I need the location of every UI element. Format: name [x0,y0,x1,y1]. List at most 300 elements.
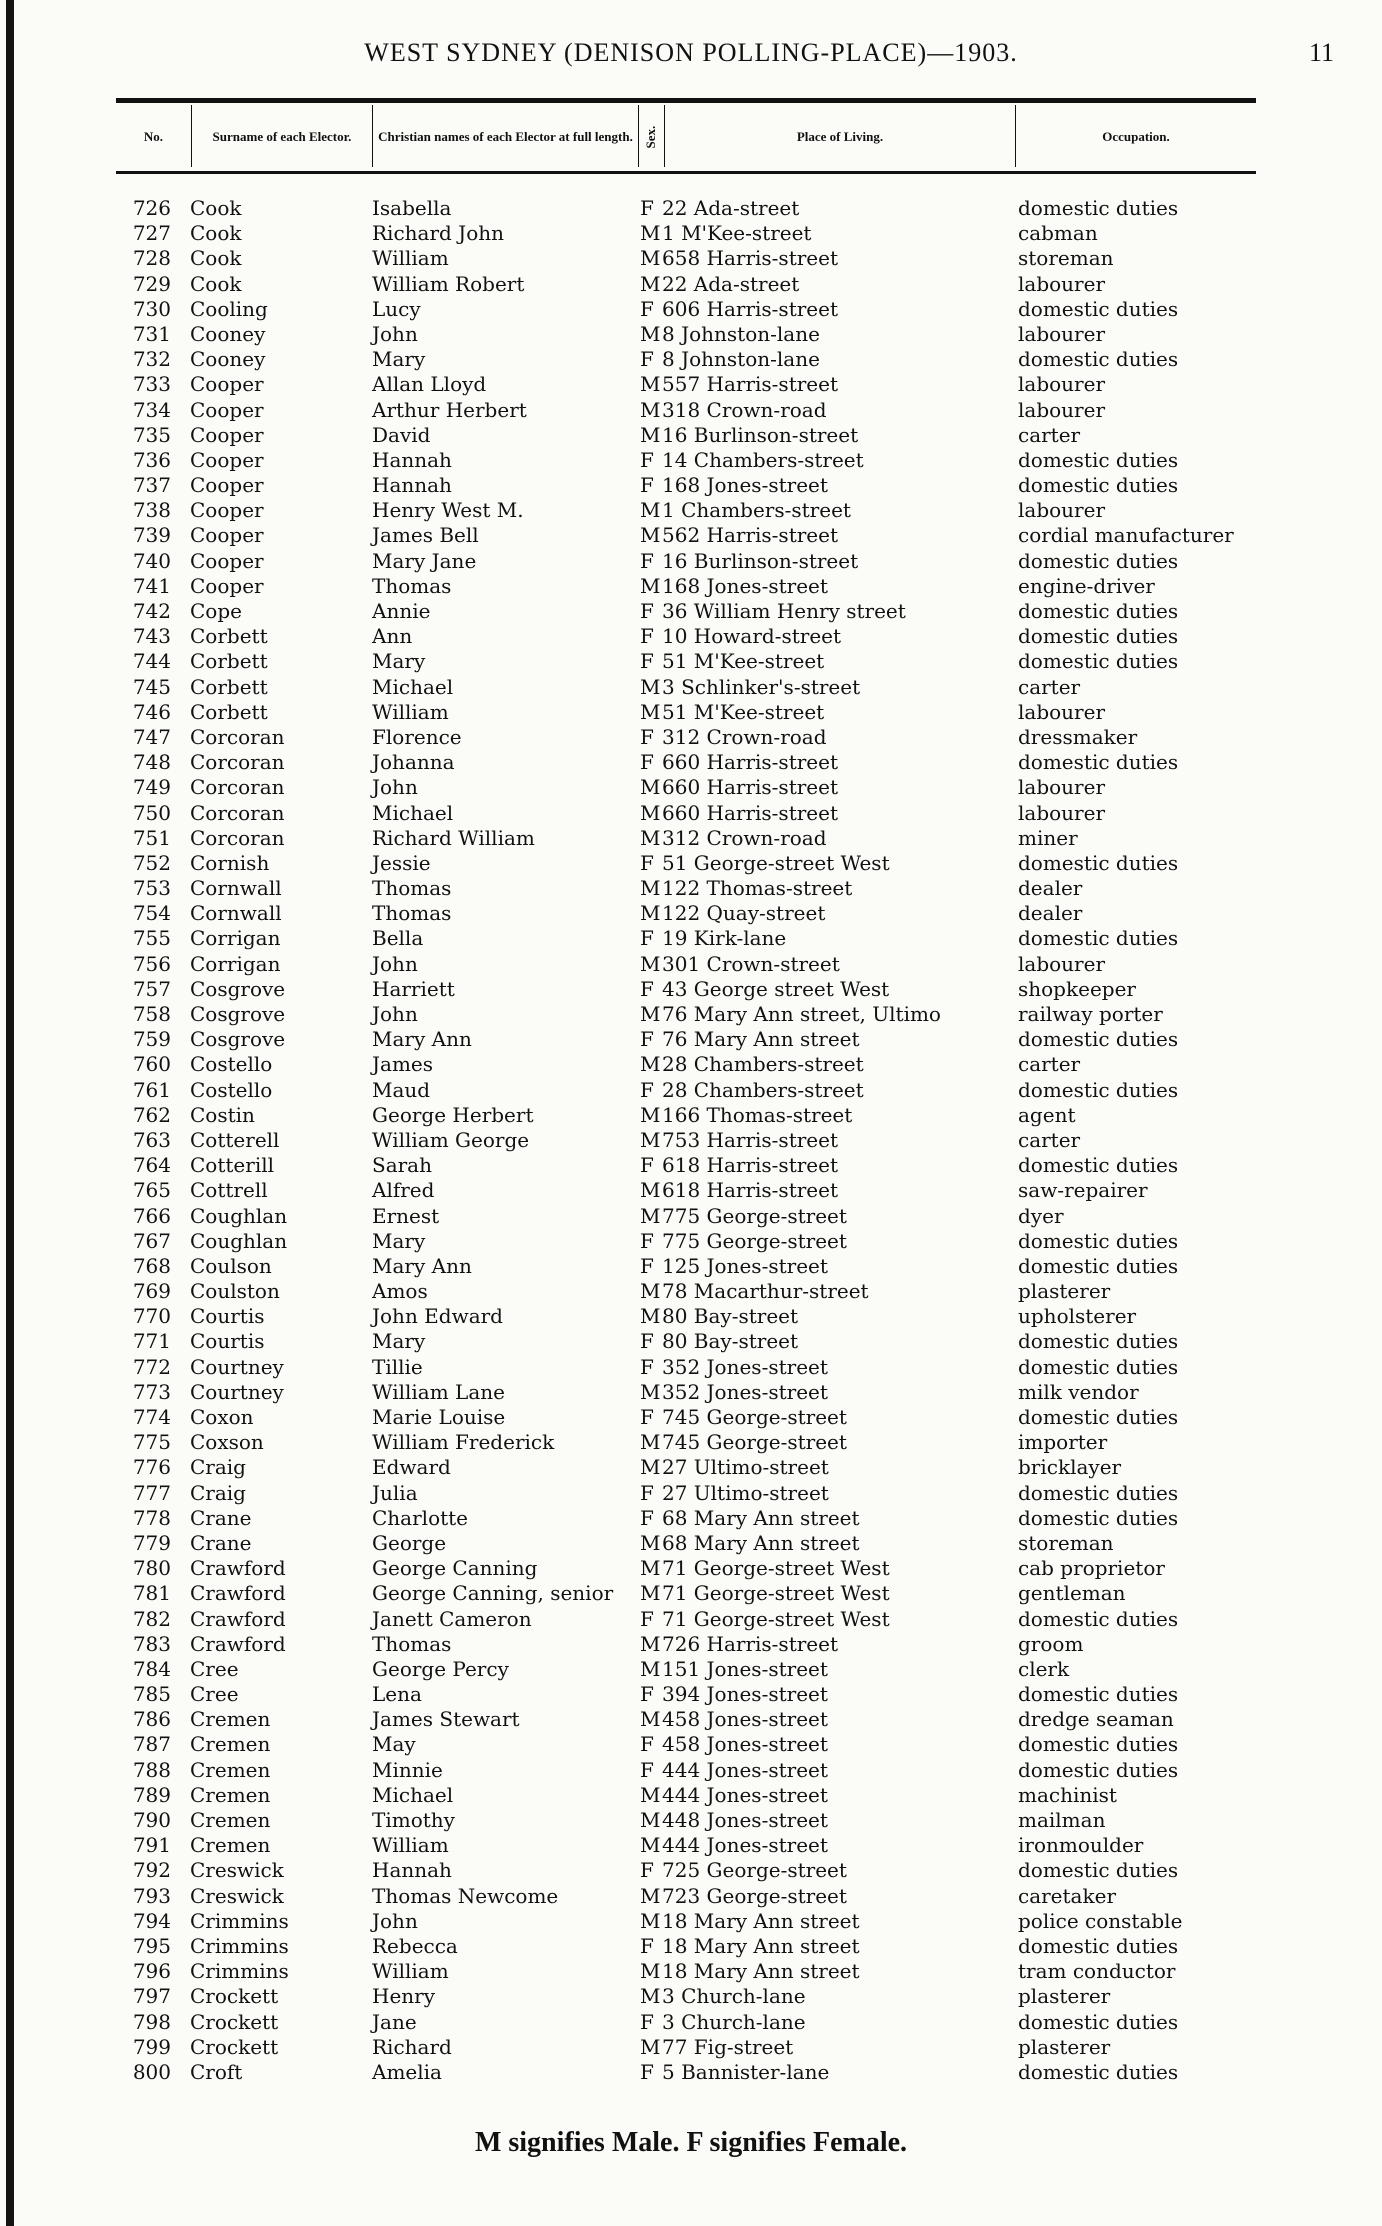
elector-place-of-living: 122 Quay-street [662,901,826,926]
elector-place-of-living: 168 Jones-street [662,573,828,598]
elector-place-of-living: 22 Ada-street [662,196,800,220]
elector-sex: F [640,1933,654,1958]
elector-number: 770 [132,1304,171,1329]
elector-number: 728 [132,246,171,271]
elector-place-of-living: 28 Chambers-street [662,1052,864,1077]
elector-sex: F [640,2059,654,2084]
elector-christian-names: John [372,1908,418,1933]
table-row [0,1732,1382,1757]
elector-place-of-living: 10 Howard-street [662,624,842,649]
elector-christian-names: Tillie [372,1354,423,1379]
elector-place-of-living: 312 Crown-road [662,825,827,850]
elector-occupation: labourer [1018,271,1106,296]
elector-place-of-living: 80 Bay-street [662,1329,799,1354]
elector-number: 741 [132,573,171,598]
elector-christian-names: Henry West M. [372,498,524,523]
elector-christian-names: John [372,321,418,346]
table-row [0,1531,1382,1556]
elector-occupation: machinist [1018,1782,1117,1807]
elector-surname: Crimmins [190,1933,289,1958]
elector-number: 798 [132,2009,171,2034]
elector-occupation: labourer [1018,372,1106,397]
table-row [0,221,1382,246]
col-header-sex-label: Sex. [643,125,659,149]
table-row [0,549,1382,574]
elector-sex: M [640,1279,661,1304]
elector-surname: Crawford [190,1581,286,1606]
elector-number: 747 [132,724,171,749]
elector-sex: M [640,498,661,523]
elector-sex: F [640,624,654,649]
elector-christian-names: Ernest [372,1203,440,1228]
elector-sex: F [640,473,654,498]
elector-occupation: gentleman [1018,1581,1126,1606]
table-row [0,1027,1382,1052]
elector-sex: M [640,1959,661,1984]
table-row [0,1002,1382,1027]
table-row [0,1481,1382,1506]
elector-sex: F [640,1858,654,1883]
table-row [0,826,1382,851]
elector-surname: Creswick [190,1858,284,1883]
table-row [0,1959,1382,1984]
elector-number: 790 [132,1808,171,1832]
elector-occupation: storeman [1018,246,1114,271]
elector-place-of-living: 352 Jones-street [662,1354,828,1379]
elector-sex: M [640,1430,661,1455]
table-row [0,675,1382,700]
table-row [0,926,1382,951]
elector-occupation: caretaker [1018,1883,1116,1908]
elector-christian-names: Mary Jane [372,548,477,573]
elector-number: 742 [132,599,171,623]
elector-surname: Coulston [190,1279,280,1304]
elector-occupation: carter [1018,1127,1081,1152]
elector-christian-names: James [372,1052,434,1077]
elector-number: 799 [132,2034,171,2059]
elector-occupation: domestic duties [1018,347,1179,372]
elector-occupation: labourer [1018,321,1106,346]
elector-place-of-living: 312 Crown-road [662,724,827,749]
elector-place-of-living: 444 Jones-street [662,1833,828,1858]
elector-sex: F [640,1354,654,1379]
elector-occupation: cabman [1018,221,1098,246]
elector-occupation: domestic duties [1018,447,1179,472]
elector-sex: M [640,1052,661,1077]
elector-christian-names: William [372,246,449,271]
elector-sex: F [640,1682,654,1707]
elector-surname: Corrigan [190,951,281,976]
elector-christian-names: Lucy [372,296,421,321]
elector-place-of-living: 745 George-street [662,1405,847,1429]
elector-place-of-living: 8 Johnston-lane [662,321,820,346]
elector-number: 729 [132,271,171,296]
elector-sex: F [640,724,654,749]
elector-surname: Cosgrove [190,1027,286,1052]
elector-surname: Cremen [190,1833,271,1858]
elector-sex: M [640,1304,661,1329]
table-row [0,649,1382,674]
elector-sex: F [640,1228,654,1253]
table-row [0,448,1382,473]
elector-surname: Corcoran [190,750,285,775]
elector-number: 740 [132,548,171,573]
elector-sex: F [640,850,654,875]
elector-place-of-living: 76 Mary Ann street [662,1027,860,1052]
elector-surname: Corbett [190,699,268,724]
elector-surname: Crawford [190,1606,286,1631]
elector-christian-names: Florence [372,724,462,749]
elector-christian-names: Thomas Newcome [372,1883,559,1908]
elector-occupation: bricklayer [1018,1455,1122,1480]
elector-place-of-living: 18 Mary Ann street [662,1908,860,1933]
elector-number: 731 [132,321,171,346]
elector-christian-names: Michael [372,800,454,825]
table-row [0,1279,1382,1304]
elector-occupation: groom [1018,1631,1084,1656]
elector-occupation: carter [1018,674,1081,699]
elector-christian-names: Alfred [372,1178,435,1203]
table-row [0,1657,1382,1682]
elector-surname: Cook [190,271,242,296]
elector-occupation: labourer [1018,498,1106,523]
elector-surname: Coughlan [190,1228,288,1253]
elector-occupation: domestic duties [1018,1682,1179,1707]
elector-occupation: domestic duties [1018,296,1179,321]
elector-occupation: cordial manufacturer [1018,523,1234,548]
table-row [0,801,1382,826]
elector-occupation: storeman [1018,1530,1114,1555]
elector-christian-names: Rebecca [372,1933,458,1958]
elector-number: 764 [132,1153,171,1178]
elector-occupation: labourer [1018,397,1106,422]
elector-christian-names: Mary Ann [372,1027,472,1052]
elector-sex: M [640,1808,661,1832]
elector-christian-names: Mary [372,1228,426,1253]
table-row [0,2035,1382,2060]
elector-occupation: police constable [1018,1908,1183,1933]
elector-christian-names: William [372,1959,449,1984]
elector-occupation: domestic duties [1018,196,1179,220]
elector-surname: Cotterill [190,1153,275,1178]
elector-place-of-living: 557 Harris-street [662,372,839,397]
elector-surname: Crane [190,1505,252,1530]
elector-surname: Courtney [190,1354,284,1379]
elector-surname: Cooper [190,447,264,472]
elector-sex: M [640,951,661,976]
elector-place-of-living: 18 Mary Ann street [662,1959,860,1984]
elector-surname: Corcoran [190,775,285,800]
elector-number: 768 [132,1253,171,1278]
elector-place-of-living: 22 Ada-street [662,271,800,296]
elector-number: 795 [132,1933,171,1958]
elector-number: 730 [132,296,171,321]
elector-occupation: domestic duties [1018,850,1179,875]
elector-place-of-living: 660 Harris-street [662,750,839,775]
elector-christian-names: Mary [372,347,426,372]
table-row [0,423,1382,448]
elector-sex: F [640,2009,654,2034]
table-row [0,473,1382,498]
col-header-no: No. [143,128,164,144]
elector-number: 779 [132,1530,171,1555]
elector-surname: Cremen [190,1732,271,1757]
elector-number: 773 [132,1379,171,1404]
elector-surname: Corrigan [190,926,281,951]
elector-occupation: domestic duties [1018,1354,1179,1379]
elector-surname: Cope [190,599,242,623]
elector-sex: M [640,1656,661,1681]
elector-christian-names: Janett Cameron [372,1606,532,1631]
elector-surname: Cooney [190,347,266,372]
elector-occupation: labourer [1018,699,1106,724]
elector-occupation: domestic duties [1018,1153,1179,1178]
elector-christian-names: David [372,422,431,447]
elector-surname: Cremen [190,1808,271,1832]
elector-sex: M [640,1379,661,1404]
elector-surname: Cooper [190,573,264,598]
elector-christian-names: George Canning, senior [372,1581,614,1606]
elector-number: 753 [132,876,171,901]
elector-occupation: domestic duties [1018,1480,1179,1505]
elector-surname: Cornwall [190,901,282,926]
table-row [0,1355,1382,1380]
elector-number: 748 [132,750,171,775]
elector-christian-names: William Frederick [372,1430,555,1455]
elector-surname: Cornwall [190,876,282,901]
elector-place-of-living: 444 Jones-street [662,1757,828,1782]
elector-christian-names: Harriett [372,976,455,1001]
elector-christian-names: Amelia [372,2059,442,2084]
elector-christian-names: Michael [372,674,454,699]
elector-number: 774 [132,1405,171,1429]
table-row [0,952,1382,977]
table-row [0,1178,1382,1203]
elector-christian-names: Thomas [372,876,452,901]
elector-number: 758 [132,1002,171,1026]
elector-sex: F [640,599,654,623]
elector-occupation: domestic duties [1018,1606,1179,1631]
elector-sex: M [640,1782,661,1807]
elector-sex: M [640,1581,661,1606]
elector-place-of-living: 3 Church-lane [662,2009,806,2034]
elector-surname: Crawford [190,1631,286,1656]
page-header [0,38,1382,78]
elector-sex: M [640,1530,661,1555]
elector-number: 737 [132,473,171,498]
elector-surname: Cottrell [190,1178,268,1203]
elector-number: 785 [132,1682,171,1707]
elector-christian-names: William George [372,1127,530,1152]
elector-place-of-living: 618 Harris-street [662,1153,839,1178]
table-row [0,1808,1382,1833]
elector-surname: Cremen [190,1757,271,1782]
elector-sex: M [640,800,661,825]
elector-christian-names: Johanna [372,750,455,775]
elector-sex: M [640,1883,661,1908]
elector-surname: Cooper [190,372,264,397]
elector-place-of-living: 27 Ultimo-street [662,1480,829,1505]
elector-christian-names: Bella [372,926,424,951]
table-row [0,1707,1382,1732]
elector-surname: Creswick [190,1883,284,1908]
table-row [0,1455,1382,1480]
elector-number: 738 [132,498,171,523]
elector-christian-names: John Edward [372,1304,503,1329]
table-row [0,1833,1382,1858]
elector-place-of-living: 562 Harris-street [662,523,839,548]
table-row [0,297,1382,322]
elector-place-of-living: 352 Jones-street [662,1379,828,1404]
elector-christian-names: Michael [372,1782,454,1807]
elector-sex: M [640,246,661,271]
elector-number: 793 [132,1883,171,1908]
page-number: 11 [1308,38,1334,67]
elector-occupation: domestic duties [1018,473,1179,498]
table-row [0,322,1382,347]
elector-christian-names: Isabella [372,196,452,220]
elector-number: 767 [132,1228,171,1253]
elector-place-of-living: 80 Bay-street [662,1304,799,1329]
elector-christian-names: Jane [372,2009,417,2034]
elector-surname: Cornish [190,850,270,875]
elector-number: 727 [132,221,171,246]
elector-occupation: carter [1018,1052,1081,1077]
elector-christian-names: Hannah [372,1858,452,1883]
elector-place-of-living: 444 Jones-street [662,1782,828,1807]
elector-sex: M [640,397,661,422]
elector-sex: M [640,674,661,699]
table-row [0,1430,1382,1455]
table-row [0,498,1382,523]
elector-sex: F [640,1405,654,1429]
elector-christian-names: Thomas [372,901,452,926]
col-header-surname: Surname of each Elector. [212,128,352,144]
elector-occupation: railway porter [1018,1002,1163,1026]
elector-occupation: domestic duties [1018,1405,1179,1429]
table-row [0,246,1382,271]
elector-sex: M [640,573,661,598]
elector-surname: Cooper [190,473,264,498]
elector-number: 750 [132,800,171,825]
elector-surname: Cooling [190,296,268,321]
elector-sex: F [640,1732,654,1757]
elector-christian-names: Sarah [372,1153,432,1178]
elector-place-of-living: 125 Jones-street [662,1253,828,1278]
elector-surname: Croft [190,2059,243,2084]
col-header-place: Place of Living. [796,128,884,144]
elector-surname: Cooper [190,422,264,447]
elector-surname: Cotterell [190,1127,280,1152]
elector-occupation: domestic duties [1018,1505,1179,1530]
table-row [0,1052,1382,1077]
elector-christian-names: John [372,775,418,800]
elector-sex: M [640,775,661,800]
elector-number: 766 [132,1203,171,1228]
elector-christian-names: James Stewart [372,1707,520,1732]
elector-place-of-living: 726 Harris-street [662,1631,839,1656]
elector-place-of-living: 458 Jones-street [662,1732,828,1757]
elector-number: 749 [132,775,171,800]
elector-number: 789 [132,1782,171,1807]
table-row [0,1128,1382,1153]
elector-surname: Cook [190,196,242,220]
elector-place-of-living: 168 Jones-street [662,473,828,498]
elector-occupation: domestic duties [1018,1329,1179,1354]
elector-sex: M [640,2034,661,2059]
elector-occupation: plasterer [1018,1279,1111,1304]
elector-place-of-living: 16 Burlinson-street [662,422,859,447]
elector-christian-names: Richard John [372,221,505,246]
elector-surname: Costello [190,1052,273,1077]
elector-sex: M [640,1908,661,1933]
elector-number: 756 [132,951,171,976]
elector-occupation: dressmaker [1018,724,1138,749]
elector-surname: Cooper [190,498,264,523]
elector-surname: Cosgrove [190,976,286,1001]
elector-place-of-living: 71 George-street West [662,1556,890,1581]
elector-christian-names: Hannah [372,447,452,472]
table-row [0,1103,1382,1128]
table-row [0,1556,1382,1581]
elector-christian-names: William Robert [372,271,525,296]
elector-christian-names: Marie Louise [372,1405,506,1429]
elector-place-of-living: 5 Bannister-lane [662,2059,830,2084]
elector-place-of-living: 1 Chambers-street [662,498,851,523]
elector-surname: Crockett [190,1984,279,2009]
table-row [0,1380,1382,1405]
elector-surname: Crawford [190,1556,286,1581]
elector-place-of-living: 448 Jones-street [662,1808,828,1832]
elector-sex: M [640,321,661,346]
elector-sex: F [640,1077,654,1102]
elector-number: 733 [132,372,171,397]
elector-place-of-living: 43 George street West [662,976,890,1001]
elector-number: 762 [132,1102,171,1127]
elector-sex: M [640,825,661,850]
table-row [0,1758,1382,1783]
table-row [0,1934,1382,1959]
elector-occupation: domestic duties [1018,548,1179,573]
elector-place-of-living: 3 Church-lane [662,1984,806,2009]
elector-sex: F [640,347,654,372]
elector-occupation: mailman [1018,1808,1106,1832]
elector-place-of-living: 18 Mary Ann street [662,1933,860,1958]
elector-surname: Cree [190,1656,239,1681]
elector-christian-names: Arthur Herbert [372,397,527,422]
elector-surname: Corbett [190,674,268,699]
elector-place-of-living: 458 Jones-street [662,1707,828,1732]
elector-sex: F [640,750,654,775]
elector-occupation: domestic duties [1018,2059,1179,2084]
elector-occupation: dealer [1018,901,1083,926]
elector-surname: Coulson [190,1253,272,1278]
elector-place-of-living: 76 Mary Ann street, Ultimo [662,1002,941,1026]
elector-surname: Corbett [190,649,268,674]
elector-surname: Cooper [190,523,264,548]
table-row [0,1153,1382,1178]
elector-surname: Corcoran [190,825,285,850]
table-row [0,272,1382,297]
table-row [0,1884,1382,1909]
elector-number: 743 [132,624,171,649]
elector-sex: M [640,699,661,724]
elector-occupation: labourer [1018,775,1106,800]
elector-number: 771 [132,1329,171,1354]
elector-surname: Crockett [190,2034,279,2059]
elector-sex: M [640,901,661,926]
elector-surname: Corbett [190,624,268,649]
